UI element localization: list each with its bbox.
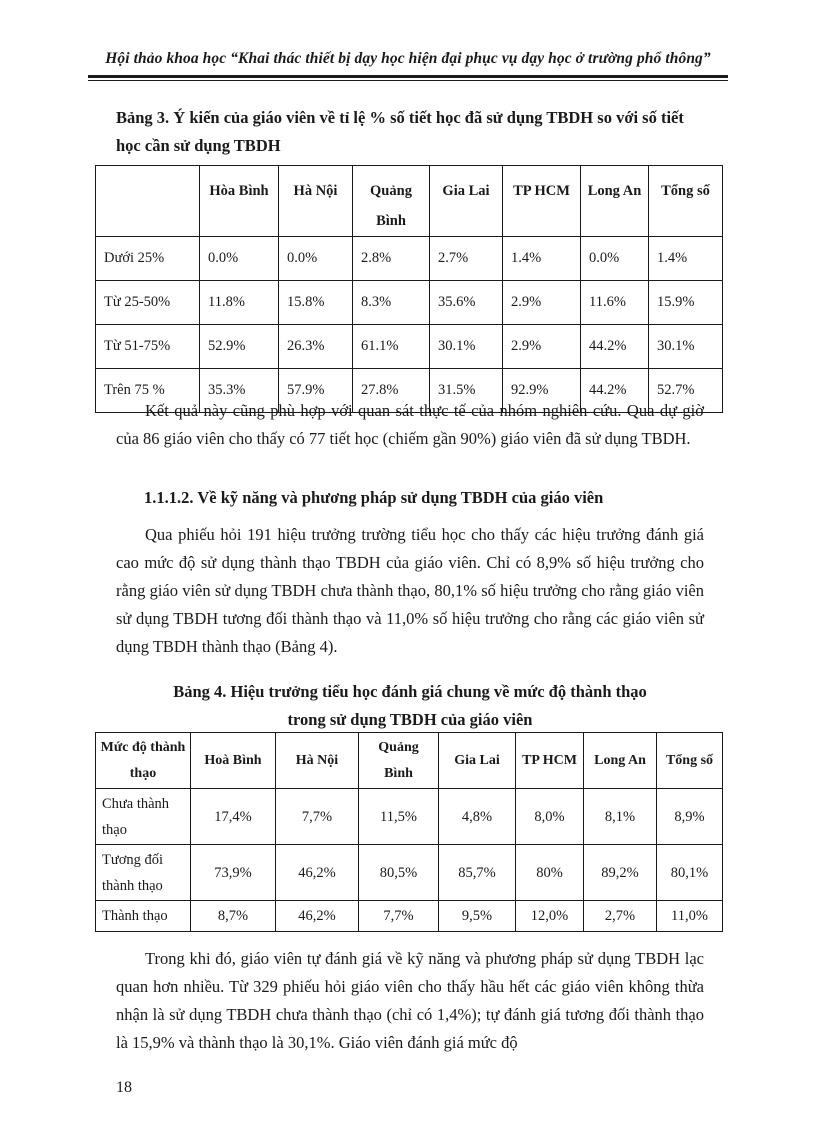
table3-col-header: Quảng Bình bbox=[353, 166, 430, 237]
table3-cell: 2.7% bbox=[430, 237, 503, 281]
table4-cell: 8,9% bbox=[657, 789, 723, 845]
table3-cell: 2.8% bbox=[353, 237, 430, 281]
table4-col-header: TP HCM bbox=[516, 733, 584, 789]
table3-col-header: TP HCM bbox=[503, 166, 581, 237]
table3-cell: 52.7% bbox=[649, 369, 723, 413]
table3-cell: 2.9% bbox=[503, 281, 581, 325]
table3-cell: Từ 25-50% bbox=[96, 281, 200, 325]
table3-col-header: Long An bbox=[581, 166, 649, 237]
table4-cell: 80,5% bbox=[359, 845, 439, 901]
table3-cell: 44.2% bbox=[581, 325, 649, 369]
table3-cell: 35.3% bbox=[200, 369, 279, 413]
table3-cell: 1.4% bbox=[649, 237, 723, 281]
table3-cell: Dưới 25% bbox=[96, 237, 200, 281]
table4 bbox=[95, 732, 723, 932]
table3-cell: 30.1% bbox=[430, 325, 503, 369]
table4-cell: 11,0% bbox=[657, 901, 723, 932]
table3-cell: 30.1% bbox=[649, 325, 723, 369]
table4-col-header: Hà Nội bbox=[276, 733, 359, 789]
table3-cell: 57.9% bbox=[279, 369, 353, 413]
table3-col-header: Gia Lai bbox=[430, 166, 503, 237]
table3-caption: Bảng 3. Ý kiến của giáo viên về tỉ lệ % số tiết học đã sử dụng TBDH so với số tiết học cần sử dụng TBDH bbox=[116, 108, 684, 155]
table3-cell: 31.5% bbox=[430, 369, 503, 413]
table3-cell: 1.4% bbox=[503, 237, 581, 281]
table-row bbox=[96, 237, 723, 281]
table4-cell: 73,9% bbox=[191, 845, 276, 901]
table3-col-header: Hà Nội bbox=[279, 166, 353, 237]
table4-cell: 9,5% bbox=[439, 901, 516, 932]
page-header: Hội thảo khoa học “Khai thác thiết bị dạy học hiện đại phục vụ dạy học ở trường phổ thông” bbox=[105, 50, 711, 67]
table4-col-header: Quảng Bình bbox=[359, 733, 439, 789]
table3-col-header: Tổng số bbox=[649, 166, 723, 237]
table3-cell: Trên 75 % bbox=[96, 369, 200, 413]
table4-header-row bbox=[96, 733, 723, 789]
table4-cell: 8,7% bbox=[191, 901, 276, 932]
table3-cell: 0.0% bbox=[200, 237, 279, 281]
table4-cell: 8,1% bbox=[584, 789, 657, 845]
table-row bbox=[96, 901, 723, 932]
table3-cell: 11.8% bbox=[200, 281, 279, 325]
table4-caption bbox=[100, 678, 720, 734]
table-row bbox=[96, 845, 723, 901]
table3-cell: 26.3% bbox=[279, 325, 353, 369]
table3-cell: 92.9% bbox=[503, 369, 581, 413]
table3-cell: 27.8% bbox=[353, 369, 430, 413]
table4-cell: 46,2% bbox=[276, 845, 359, 901]
table3-cell: 0.0% bbox=[581, 237, 649, 281]
table4-cell: 4,8% bbox=[439, 789, 516, 845]
paragraph-2: Qua phiếu hỏi 191 hiệu trưởng trường tiểu học cho thấy các hiệu trưởng đánh giá cao mức độ sử dụng thành thạo TBDH của giáo viên. Chỉ có 8,9% số hiệu trưởng cho rằng giáo viên sử dụng TBDH chưa thành thạo, 80,1% số hiệu trưởng cho rằng giáo viên sử dụng TBDH tương đối thành thạo và 11,0% số hiệu trưởng cho rằng các giáo viên sử dụng TBDH thành thạo (Bảng 4). bbox=[116, 525, 704, 656]
table4-cell: 2,7% bbox=[584, 901, 657, 932]
table4-col-header: Hoà Bình bbox=[191, 733, 276, 789]
table4-cell: 7,7% bbox=[359, 901, 439, 932]
table4-cell: 11,5% bbox=[359, 789, 439, 845]
table3-cell: 35.6% bbox=[430, 281, 503, 325]
header-rule-thick bbox=[88, 75, 728, 78]
table4-cell: 8,0% bbox=[516, 789, 584, 845]
table3-cell: 15.8% bbox=[279, 281, 353, 325]
table3-cell: 15.9% bbox=[649, 281, 723, 325]
table3-cell: 52.9% bbox=[200, 325, 279, 369]
table3-header-row bbox=[96, 166, 723, 237]
table4-cell: 17,4% bbox=[191, 789, 276, 845]
table4-cell: 46,2% bbox=[276, 901, 359, 932]
table4-cell: 12,0% bbox=[516, 901, 584, 932]
table4-col-header: Gia Lai bbox=[439, 733, 516, 789]
table-row bbox=[96, 281, 723, 325]
table3-cell: 0.0% bbox=[279, 237, 353, 281]
table4-col-header: Long An bbox=[584, 733, 657, 789]
table4-cell: 80,1% bbox=[657, 845, 723, 901]
table4-cell: Tương đối thành thạo bbox=[96, 845, 191, 901]
page-number: 18 bbox=[116, 1079, 132, 1096]
table-row bbox=[96, 789, 723, 845]
table3-col-header bbox=[96, 166, 200, 237]
paragraph-1: Kết quả này cũng phù hợp với quan sát thực tế của nhóm nghiên cứu. Qua dự giờ của 86 giáo viên cho thấy có 77 tiết học (chiếm gần 90%) giáo viên đã sử dụng TBDH. bbox=[116, 401, 704, 448]
table4-caption-line1: Bảng 4. Hiệu trưởng tiểu học đánh giá chung về mức độ thành thạo bbox=[173, 682, 647, 701]
table4-cell: Thành thạo bbox=[96, 901, 191, 932]
table-row bbox=[96, 325, 723, 369]
table4-cell: 7,7% bbox=[276, 789, 359, 845]
table3-cell: 44.2% bbox=[581, 369, 649, 413]
table4-cell: 89,2% bbox=[584, 845, 657, 901]
table3-cell: 8.3% bbox=[353, 281, 430, 325]
table4-col-header: Mức độ thành thạo bbox=[96, 733, 191, 789]
header-rule-thin bbox=[88, 80, 728, 81]
paragraph-3: Trong khi đó, giáo viên tự đánh giá về kỹ năng và phương pháp sử dụng TBDH lạc quan hơn nhiều. Từ 329 phiếu hỏi giáo viên cho thấy hầu hết các giáo viên không thừa nhận là sử dụng TBDH chưa thành thạo (chỉ có 1,4%); tự đánh giá tương đối thành thạo là 15,9% và thành thạo là 30,1%. Giáo viên đánh giá mức độ bbox=[116, 949, 704, 1052]
table4-cell: 85,7% bbox=[439, 845, 516, 901]
section-heading: 1.1.1.2. Về kỹ năng và phương pháp sử dụng TBDH của giáo viên bbox=[144, 488, 604, 507]
table3-cell: 11.6% bbox=[581, 281, 649, 325]
table3-cell: 61.1% bbox=[353, 325, 430, 369]
table3-cell: 2.9% bbox=[503, 325, 581, 369]
table4-cell: Chưa thành thạo bbox=[96, 789, 191, 845]
table3-cell: Từ 51-75% bbox=[96, 325, 200, 369]
table4-cell: 80% bbox=[516, 845, 584, 901]
table4-caption-line2: trong sử dụng TBDH của giáo viên bbox=[287, 710, 533, 729]
table4-col-header: Tổng số bbox=[657, 733, 723, 789]
table3-col-header: Hòa Bình bbox=[200, 166, 279, 237]
table3 bbox=[95, 165, 723, 413]
